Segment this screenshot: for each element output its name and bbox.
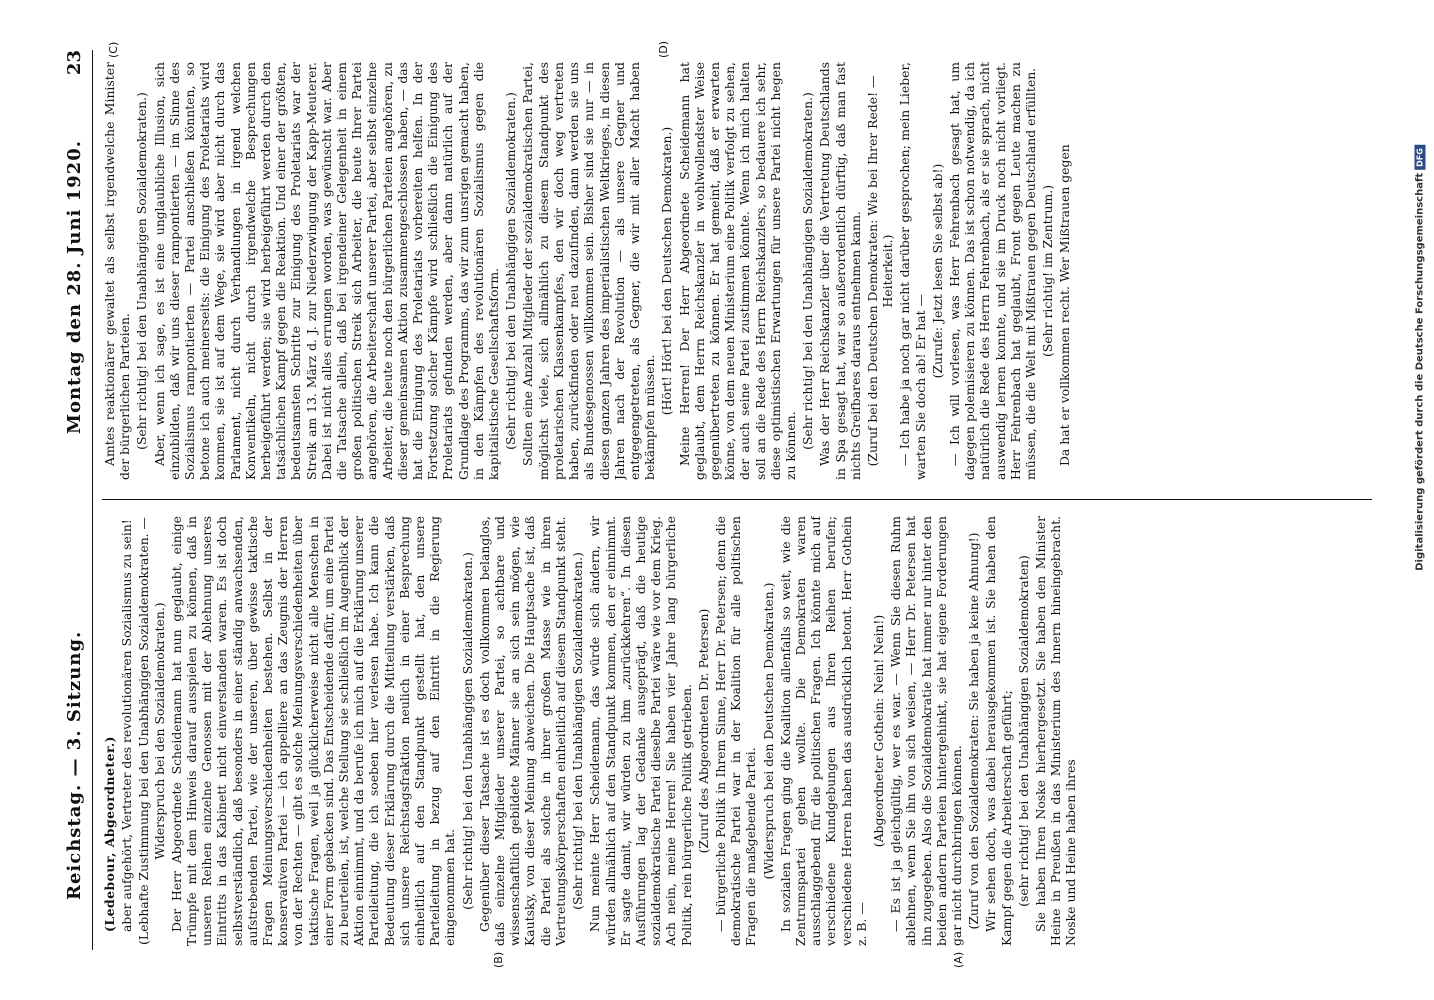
paragraph: Sollten eine Anzahl Mitglieder der sozialdemokratischen Partei, möglichst viele, sich allmählich zu diesem Standpunkt des proletarischen Klassenkampfes, den wir doch weg vertreten haben, zurückfinden oder neu dazufinden, dann werden sie uns als Bundesgenossen willkommen sein. Bisher sind sie nur — in diesen ganzen Jahren des imperialistischen Weltkrieges, in diesen Jahren nach der Revolution — als unsere Gegner und entgegengetreten, als Gegner, die wir mit aller Macht haben bekämpfen müssen. [520,62,658,480]
paragraph: Amtes reaktionärer gewaltet als selbst irgendwelche Minister der bürgerlichen Parteien. [102,62,133,480]
interjection: (Zurufe: Jetzt lesen Sie selbst ab!) [929,163,945,379]
paragraph: In sozialen Fragen ging die Koalition allenfalls so weit, wie die Zentrumspartei gehen wollte. Die Demokraten waren ausschlaggebend für die politischen Fragen. Ich könnte mich auf verschiedene Kundgebungen aus Ihren Reihen berufen; verschiedene Herren haben das ausdrücklich betont. Herr Gothein z. B. — [777,516,869,946]
column-divider [102,499,1372,500]
paragraph: Gegenüber dieser Tatsache ist es doch vollkommen belanglos, daß einzelne Mitglieder unserer Partei, so achtbare und wissenschaftlich gebildete Männer sie an sich sein mögen, wie Kautsky, von dieser Meinung abweichen. Die Hauptsache ist, daß die Partei als solche in ihrer großen Masse wie in ihren Vertretungskörperschaften einheitlich auf diesem Standpunkt steht. [476,516,568,946]
interjection: (sehr richtig! bei den Unabhängigen Sozialdemokraten) [1015,555,1031,907]
interjection: (Sehr richtig! bei den Unabhängigen Sozialdemokraten.) [503,92,519,450]
margin-mark-b: (B) [492,951,505,968]
paragraph: — bürgerliche Politik in Ihrem Sinne, Herr Dr. Petersen; denn die demokratische Partei war in der Koalition für alle politischen Fragen die maßgebende Partei. [712,516,759,946]
interjection: (Abgeordneter Gothein: Nein! Nein!) [870,614,886,848]
paragraph: Wir sehen doch, was dabei herausgekommen ist. Sie haben den Kampf gegen die Arbeiterschaft geführt; [983,516,1014,946]
interjection: (Widerspruch bei den Deutschen Demokraten.) [760,582,776,880]
speaker-line: (Ledebour, Abgeordneter.) [102,735,117,932]
paragraph: Aber, wenn ich sage, es ist eine unglaubliche Illusion, sich einzubilden, daß wir uns dieser rampontierten — im Sinne des Sozialismus rampontierten — Partei anschließen könnten, so betone ich auch meinerseits: die Einigung des Proletariats wird kommen, sie ist auf dem Wege, sie wird aber nicht durch das Parlament, nicht durch Verhandlungen in irgend welchen Konventikeln, nicht durch irgendwelche Besprechungen herbeigeführt werden; sie wird herbeigeführt werden durch den tatsächlichen Kampf gegen die Reaktion. Und einer der größten, bedeutsamsten Schritte zur Einigung des Proletariats war der Streik am 13. März d. J. zur Niederzwingung der Kapp-Meuterer. Dabei ist nicht alles errungen worden, was gewünscht war. Aber die Tatsache allein, daß bei irgendeiner Gelegenheit in einem großen politischen Streik sich Arbeiter, die heute Ihrer Partei angehören, die Arbeiterschaft unserer Partei, aber selbst einzelne Arbeiter, die heute noch den bürgerlichen Parteien angehören, zu dieser gemeinsamen Aktion zusammengeschlossen haben, — das hat die Einigung des Proletariats vorbereiten helfen. In der Fortsetzung solcher Kämpfe wird schließlich die Einigung des Proletariats gefunden werden, aber dann natürlich auf der Grundlage des Programms, das wir zum unsrigen gemacht haben, in den Kämpfen des revolutionären Sozialismus gegen die kapitalistische Gesellschaftsform. [151,62,502,480]
interjection: (Sehr richtig! bei den Unabhängigen Sozialdemokraten.) [800,92,816,450]
interjection: (Sehr richtig! bei den Unabhängigen Sozialdemokraten.) [134,92,150,450]
paragraph: aber aufgehört, Vertreter des revolutionären Sozialismus zu sein! [119,519,135,932]
margin-mark-d: (D) [657,40,670,58]
paragraph: Nun meinte Herr Scheidemann, das würde sich ändern, wir würden allmählich auf den Standpunkt kommen, den er einnimmt. Er sagte damit, wir würden zu ihm „zurückkehren“. In diesen Ausführungen lag der Gedanke ausgeprägt, daß die heutige sozialdemokratische Partei dieselbe Partei wäre wie vor dem Krieg. Ach nein, meine Herren! Sie haben vier Jahre lang bürgerliche Politik, rein bürgerliche Politik getrieben. [587,516,694,946]
interjection: (Sehr richtig! bei den Unabhängigen Sozialdemokraten.) [459,552,475,910]
margin-mark-a: (A) [952,951,965,968]
paragraph: — Ich will vorlesen, was Herr Fehrenbach gesagt hat, um dagegen polemisieren zu können. Das ist schon notwendig, da ich natürlich die Rede des Herrn Fehrenbach, als er sie sprach, nicht auswendig lernen konnte, und sie im Druck noch nicht vorliegt. Herr Fehrenbach hat geglaubt, Front gegen Leute machen zu müssen, die die Welt mit Mißtrauen gegen Deutschland erfüllten. [946,62,1038,480]
dfg-logo: DFG [1415,145,1426,170]
credit-text: Digitalisierung gefördert durch die Deutsche Forschungsgemeinschaft [1414,172,1426,571]
paragraph: Meine Herren! Der Herr Abgeordnete Scheidemann hat geglaubt, dem Herrn Reichskanzler in wohlwollendster Weise gegenübertreten zu können. Er hat gemeint, daß er erwarten könne, von dem neuen Ministerium eine Politik verfolgt zu sehen, der auch seine Partei zustimmen könnte. Wenn ich mich halten soll an die Rede des Herrn Reichskanzlers, so bedauere ich sehr, diese optimistischen Erwartungen für unsere Partei nicht hegen zu können. [676,62,798,480]
interjection: (Sehr richtig! bei den Unabhängigen Sozialdemokraten.) [570,552,586,910]
interjection: (Sehr richtig! im Zentrum.) [1040,184,1056,358]
session-title: Reichstag. — 3. Sitzung. [64,630,85,900]
margin-mark-c: (C) [107,41,120,58]
paragraph: Was der Herr Reichskanzler über die Vertretung Deutschlands in Spa gesagt hat, war so außerordentlich dürftig, daß man fast nichts Greifbares daraus entnehmen kann. [817,62,863,480]
paragraph: — Ich habe ja noch gar nicht darüber gesprochen; mein Lieber, warten Sie doch ab! Er hat — [897,62,928,480]
paragraph: Sie haben Ihren Noske hierhergesetzt. Sie haben den Minister Heine in Preußen in das Ministerium des Innern hineingebracht. Noske und Heine haben ihres [1032,516,1079,946]
left-column [102,516,1372,946]
rotated-print-page [52,30,1382,970]
session-date: Montag den 28. Juni 1920. [64,140,85,434]
interjection: (Zuruf des Abgeordneten Dr. Petersen) [695,608,711,854]
right-column [102,62,1372,480]
running-head [58,50,93,950]
paragraph: Da hat er vollkommen recht. Wer Mißtrauen gegen [1057,144,1073,466]
digitization-credit [1408,8,1432,708]
interjection: (Zuruf von den Sozialdemokraten: Sie haben ja keine Ahnung!) [966,532,982,930]
interjection: (Hört! Hört! bei den Deutschen Demokraten.) [659,126,675,416]
paragraph: Der Herr Abgeordnete Scheidemann hat nun geglaubt, einige Trümpfe mit dem Hinweis darauf ausspielen zu können, daß in unseren Reihen einzelne Genossen mit der Ablehnung unseres Eintritts in das Kabinett nicht einverstanden waren. Es ist doch selbstverständlich, daß besonders in einer ständig anwachsenden, aufstrebenden Partei, wie der unseren, über gewisse taktische Fragen Meinungsverschiedenheiten bestehen. Selbst in der konservativen Partei — ich appelliere an das Zeugnis der Herren von der Rechten — gibt es solche Meinungsverschiedenheiten über taktische Fragen, weil ja glücklicherweise nicht alle Menschen in einer Form gebacken sind. Das Entscheidende dafür, um eine Partei zu beurteilen, ist, welche Stellung sie schließlich im Augenblick der Aktion einnimmt, und da berufe ich mich auf die Erklärung unserer Parteileitung, die ich soeben hier verlesen habe. Ich kann die Bedeutung dieser Erklärung durch die Mitteilung verstärken, daß sich unsere Reichstagsfraktion neulich in einer Besprechung einheitlich auf den Standpunkt gestellt hat, den unsere Parteileitung in bezug auf den Eintritt in die Regierung eingenommen hat. [168,516,458,946]
interjection: (Lebhafte Zustimmung bei den Unabhängigen Sozialdemokraten. — Widerspruch bei den Sozialdemokraten.) [136,517,167,945]
interjection: (Zuruf bei den Deutschen Demokraten: Wie bei Ihrer Rede! — Heiterkeit.) [864,75,896,467]
paragraph: — Es ist ja gleichgültig, wer es war. — Wenn Sie diesen Ruhm ablehnen, wenn Sie ihn von sich weisen, — Herr Dr. Petersen hat ihn zugegeben. Also die Sozialdemokratie hat immer nur hinter den beiden andern Parteien hintergehinkt, sie hat eigene Forderungen gar nicht durchbringen können. [888,516,964,946]
page-number: 23 [64,50,85,76]
